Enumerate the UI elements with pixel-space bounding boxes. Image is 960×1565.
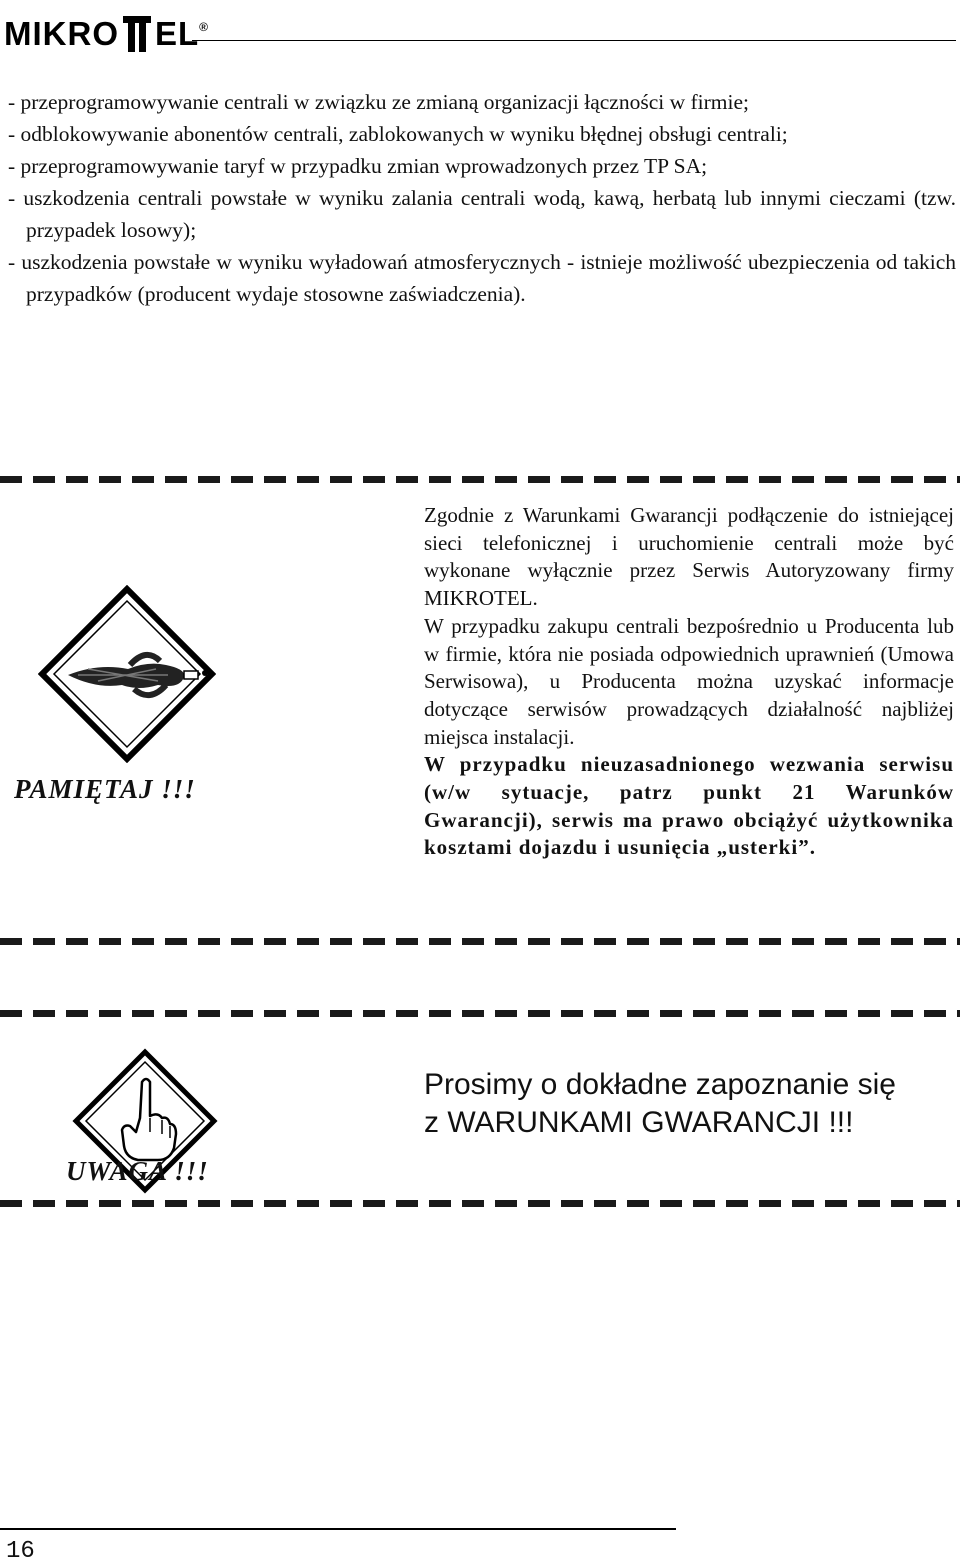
registered-mark: ® xyxy=(199,20,209,34)
knot-icon xyxy=(38,585,216,763)
exclusions-list xyxy=(8,86,956,310)
dashed-divider xyxy=(0,1200,960,1207)
list-item: - odblokowywanie abonentów centrali, zablokowanych w wyniku błędnej obsługi centrali; xyxy=(8,122,788,146)
read-warranty-notice xyxy=(424,1066,960,1142)
remember-label: PAMIĘTAJ !!! xyxy=(14,774,196,804)
notice-line: Prosimy o dokładne zapoznanie się xyxy=(424,1068,896,1101)
footer-rule xyxy=(0,1528,676,1530)
page-header xyxy=(0,0,960,60)
warranty-warning-text xyxy=(424,502,954,862)
dashed-divider xyxy=(0,1010,960,1017)
list-item: - uszkodzenia centrali powstałe w wyniku zalania centrali wodą, kawą, herbatą lub innymi cieczami (tzw. przypadek losowy); xyxy=(8,186,956,242)
unjustified-call-warning: W przypadku nieuzasadnionego wezwania serwisu (w/w sytuacje, patrz punkt 21 Warunków Gwarancji), serwis ma prawo obciążyć użytkownika kosztami dojazdu i usunięcia „usterki”. xyxy=(424,752,954,860)
logo-text-right: EL xyxy=(155,15,200,52)
warranty-paragraph: W przypadku zakupu centrali bezpośrednio u Producenta lub w firmie, która nie posiada odpowiednich uprawnień (Umowa Serwisowa), u Producenta można uzyskać informacje dotyczące serwisów prowadzących działalność najbliżej miejsca instalacji. xyxy=(424,613,954,749)
warranty-paragraph: Zgodnie z Warunkami Gwarancji podłączenie do istniejącej sieci telefonicznej i uruchomienie centrali może być wykonane wyłącznie przez Serwis Autoryzowany firmy MIKROTEL. xyxy=(424,503,954,611)
list-item: - uszkodzenia powstałe w wyniku wyładowań atmosferycznych - istnieje możliwość ubezpieczenia od takich przypadków (producent wydaje stosowne zaświadczenia). xyxy=(8,250,956,306)
logo-t-mark-icon xyxy=(120,14,154,54)
dashed-divider xyxy=(0,476,960,483)
page-number: 16 xyxy=(6,1538,35,1565)
dashed-divider xyxy=(0,938,960,945)
logo-text-left: MIKRO xyxy=(4,15,119,52)
list-item: - przeprogramowywanie taryf w przypadku zmian wprowadzonych przez TP SA; xyxy=(8,154,708,178)
list-item: - przeprogramowywanie centrali w związku ze zmianą organizacji łączności w firmie; xyxy=(8,90,750,114)
attention-label: UWAGA !!! xyxy=(66,1156,209,1186)
notice-line: z WARUNKAMI GWARANCJI !!! xyxy=(424,1106,854,1139)
mikrotel-logo xyxy=(4,14,208,54)
header-rule xyxy=(192,40,956,41)
